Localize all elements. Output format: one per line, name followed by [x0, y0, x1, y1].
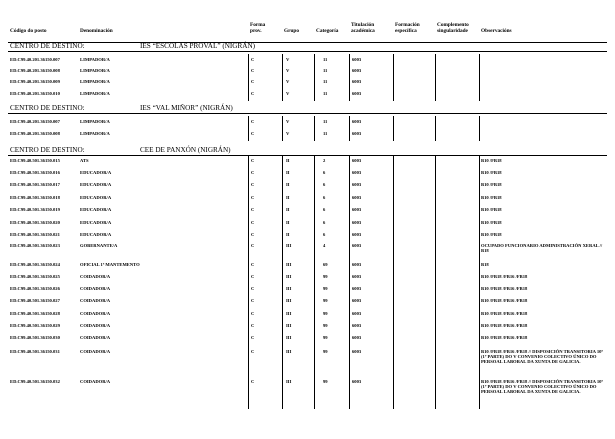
provision-form: C	[251, 182, 255, 187]
group: III	[286, 349, 292, 354]
column-divider	[248, 116, 249, 141]
category: 99	[323, 311, 328, 316]
provision-form: C	[251, 379, 255, 384]
section-header	[0, 104, 615, 114]
observations: OCUPADO FUNCIONARIO ADMINISTRACIÓN XERAL // B18	[481, 243, 603, 253]
column-divider	[393, 54, 394, 101]
academic-qualification: 6003	[352, 68, 362, 73]
academic-qualification: 6003	[352, 335, 362, 340]
category: 6	[323, 220, 326, 225]
provision-form: C	[251, 274, 255, 279]
group: V	[286, 119, 290, 124]
observations: B10 /FB18 /FB16 /FB18	[481, 298, 528, 303]
observations: B10 /FB18 /FB16 /FB18 // DISPOSICIÓN TRANSITORIA 10ª (1º PARTE) DO V CONVENIO COLECTIVO ÚNICO DO PERSOAL LABORAL DA XUNTA DE GALICIA.	[481, 349, 603, 364]
post-code: ED.C99.40.201.36150.010	[10, 91, 60, 96]
group: V	[286, 79, 290, 84]
category: 6	[323, 232, 326, 237]
observations: B10 /FB18 /FB16 /FB18	[481, 274, 528, 279]
observations: B10 /FB18	[481, 232, 502, 237]
post-code: ED.C99.40.501.36150.021	[10, 232, 60, 237]
column-divider	[349, 155, 350, 409]
group: II	[286, 170, 290, 175]
category: 11	[323, 91, 328, 96]
denomination: OFICIAL 1ª MANTEMENTO	[80, 262, 140, 267]
observations: B10 /FB18	[481, 170, 502, 175]
post-code: ED.C99.40.501.36150.020	[10, 220, 60, 225]
post-code: ED.C99.40.501.36150.031	[10, 349, 60, 354]
category: 99	[323, 335, 328, 340]
denomination: EDUCADOR/A	[80, 195, 112, 200]
category: 99	[323, 323, 328, 328]
group: III	[286, 298, 292, 303]
observations: B10 /FB18	[481, 220, 502, 225]
post-code: ED.C99.40.501.36150.030	[10, 335, 60, 340]
section-label: CENTRO DE DESTINO:	[10, 146, 85, 154]
provision-form: C	[251, 298, 255, 303]
column-divider	[479, 54, 480, 101]
denomination: LIMPADOR/A	[80, 131, 110, 136]
column-divider	[393, 155, 394, 409]
provision-form: C	[251, 335, 255, 340]
denomination: LIMPADOR/A	[80, 57, 110, 62]
provision-form: C	[251, 243, 255, 248]
denomination: COIDADOR/A	[80, 311, 111, 316]
academic-qualification: 6003	[352, 243, 362, 248]
provision-form: C	[251, 91, 255, 96]
column-divider	[314, 54, 315, 101]
academic-qualification: 6003	[352, 170, 362, 175]
category: 6	[323, 195, 326, 200]
denomination: COIDADOR/A	[80, 286, 111, 291]
header-categoria: Categoría	[316, 28, 339, 34]
post-code: ED.C99.40.501.36150.027	[10, 298, 60, 303]
denomination: EDUCADOR/A	[80, 220, 112, 225]
provision-form: C	[251, 323, 255, 328]
academic-qualification: 6003	[352, 311, 362, 316]
section-rule	[8, 51, 607, 52]
column-divider	[314, 116, 315, 141]
category: 11	[323, 68, 328, 73]
group: II	[286, 182, 290, 187]
section-rule	[8, 155, 607, 156]
provision-form: C	[251, 207, 255, 212]
column-divider	[349, 116, 350, 141]
group: V	[286, 68, 290, 73]
category: 11	[323, 79, 328, 84]
denomination: EDUCADOR/A	[80, 182, 112, 187]
observations: B10 /FB18	[481, 195, 502, 200]
academic-qualification: 6003	[352, 349, 362, 354]
section-center-name: IES “VAL MIÑOR” (NIGRÁN)	[140, 104, 233, 112]
post-code: ED.C99.40.501.36150.015	[10, 158, 60, 163]
column-divider	[314, 155, 315, 409]
post-code: ED.C99.40.201.36150.009	[10, 79, 60, 84]
denomination: COIDADOR/A	[80, 379, 111, 384]
header-formacion-line2: específica	[395, 28, 417, 34]
academic-qualification: 6003	[352, 232, 362, 237]
header-forma-prov-line2: prov.	[250, 28, 262, 34]
group: II	[286, 220, 290, 225]
column-divider	[435, 116, 436, 141]
denomination: COIDADOR/A	[80, 298, 111, 303]
academic-qualification: 6003	[352, 323, 362, 328]
denomination: LIMPADOR/A	[80, 79, 110, 84]
denomination: LIMPADOR/A	[80, 91, 110, 96]
academic-qualification: 6003	[352, 119, 362, 124]
column-divider	[479, 116, 480, 141]
observations: B10 /FB18 /FB16 /FB18 // DISPOSICIÓN TRANSITORIA 10ª (1º PARTE) DO V CONVENIO COLECTIVO ÚNICO DO PERSOAL LABORAL DA XUNTA DE GALICIA.	[481, 379, 603, 394]
post-code: ED.C99.40.501.36150.026	[10, 286, 60, 291]
denomination: EDUCADOR/A	[80, 207, 112, 212]
denomination: COIDADOR/A	[80, 274, 111, 279]
header-observacions: Observacións	[481, 28, 512, 34]
provision-form: C	[251, 119, 255, 124]
post-code: ED.C99.40.201.36150.007	[10, 119, 60, 124]
post-code: ED.C99.40.201.36150.008	[10, 131, 60, 136]
provision-form: C	[251, 195, 255, 200]
post-code: ED.C99.40.201.36150.007	[10, 57, 60, 62]
observations: B18	[481, 262, 489, 267]
academic-qualification: 6003	[352, 286, 362, 291]
post-code: ED.C99.40.501.36150.029	[10, 323, 60, 328]
provision-form: C	[251, 170, 255, 175]
provision-form: C	[251, 262, 255, 267]
provision-form: C	[251, 286, 255, 291]
header-complemento-line1: Complemento	[437, 22, 469, 28]
group: V	[286, 91, 290, 96]
group: II	[286, 195, 290, 200]
category: 11	[323, 57, 328, 62]
group: III	[286, 286, 292, 291]
observations: B10 /FB18	[481, 182, 502, 187]
group: III	[286, 323, 292, 328]
denomination: EDUCADOR/A	[80, 170, 112, 175]
section-label: CENTRO DE DESTINO:	[10, 104, 85, 112]
post-code: ED.C99.40.501.36150.017	[10, 182, 60, 187]
column-divider	[435, 155, 436, 409]
denomination: GOBERNANTE/A	[80, 243, 118, 248]
category: 6	[323, 170, 326, 175]
academic-qualification: 6003	[352, 298, 362, 303]
denomination: COIDADOR/A	[80, 323, 111, 328]
category: 99	[323, 379, 328, 384]
post-code: ED.C99.40.501.36150.024	[10, 262, 60, 267]
provision-form: C	[251, 220, 255, 225]
category: 99	[323, 286, 328, 291]
denomination: LIMPADOR/A	[80, 119, 110, 124]
academic-qualification: 6003	[352, 274, 362, 279]
academic-qualification: 6003	[352, 182, 362, 187]
category: 4	[323, 243, 326, 248]
column-divider	[349, 54, 350, 101]
column-divider	[435, 54, 436, 101]
observations: B10 /FB18 /FB16 /FB18	[481, 286, 528, 291]
academic-qualification: 6003	[352, 57, 362, 62]
header-denominacion: Denominación	[80, 28, 113, 34]
provision-form: C	[251, 131, 255, 136]
provision-form: C	[251, 57, 255, 62]
post-code: ED.C99.40.201.36150.008	[10, 68, 60, 73]
post-code: ED.C99.40.501.36150.025	[10, 274, 60, 279]
header-complemento-line2: singularidade	[437, 28, 468, 34]
provision-form: C	[251, 68, 255, 73]
section-center-name: CEE DE PANXÓN (NIGRÁN)	[140, 146, 231, 154]
header-codigo: Código do posto	[10, 28, 47, 34]
section-center-name: IES “ESCOLAS PROVAL” (NIGRÁN)	[140, 42, 256, 50]
category: 99	[323, 274, 328, 279]
group: II	[286, 207, 290, 212]
denomination: EDUCADOR/A	[80, 232, 112, 237]
group: V	[286, 57, 290, 62]
observations: B10 /FB18 /FB16 /FB18	[481, 323, 528, 328]
academic-qualification: 6003	[352, 91, 362, 96]
header-forma-prov-line1: Forma	[250, 22, 266, 28]
header-formacion-line1: Formación	[395, 22, 420, 28]
post-code: ED.C99.40.501.36150.023	[10, 243, 60, 248]
column-divider	[248, 155, 249, 409]
category: 6	[323, 182, 326, 187]
column-divider	[248, 54, 249, 101]
denomination: ATS	[80, 158, 89, 163]
header-titulacion-line1: Titulación	[351, 22, 375, 28]
group: III	[286, 311, 292, 316]
column-divider	[479, 155, 480, 409]
provision-form: C	[251, 232, 255, 237]
group: III	[286, 335, 292, 340]
column-divider	[282, 155, 283, 409]
category: 11	[323, 119, 328, 124]
table-header	[0, 0, 615, 44]
academic-qualification: 6003	[352, 207, 362, 212]
column-divider	[282, 54, 283, 101]
group: V	[286, 131, 290, 136]
section-header	[0, 146, 615, 156]
observations: B10 /FB18	[481, 158, 502, 163]
provision-form: C	[251, 311, 255, 316]
post-code: ED.C99.40.501.36150.016	[10, 170, 60, 175]
provision-form: C	[251, 79, 255, 84]
header-titulacion-line2: académica	[351, 28, 375, 34]
header-grupo: Grupo	[284, 28, 300, 34]
observations: B10 /FB18 /FB16 /FB18	[481, 311, 528, 316]
category: 6	[323, 207, 326, 212]
post-code: ED.C99.40.501.36150.028	[10, 311, 60, 316]
group: III	[286, 274, 292, 279]
academic-qualification: 6003	[352, 379, 362, 384]
academic-qualification: 6003	[352, 195, 362, 200]
section-label: CENTRO DE DESTINO:	[10, 42, 85, 50]
academic-qualification: 6003	[352, 131, 362, 136]
academic-qualification: 6003	[352, 220, 362, 225]
denomination: LIMPADOR/A	[80, 68, 110, 73]
observations: B10 /FB18	[481, 207, 502, 212]
denomination: COIDADOR/A	[80, 335, 111, 340]
category: 99	[323, 349, 328, 354]
group: III	[286, 379, 292, 384]
observations: B10 /FB18 /FB16 /FB18	[481, 335, 528, 340]
category: 11	[323, 131, 328, 136]
group: III	[286, 243, 292, 248]
group: II	[286, 232, 290, 237]
section-header	[0, 42, 615, 52]
academic-qualification: 6003	[352, 79, 362, 84]
post-code: ED.C99.40.501.36150.018	[10, 195, 60, 200]
post-code: ED.C99.40.501.36150.032	[10, 379, 60, 384]
provision-form: C	[251, 349, 255, 354]
post-code: ED.C99.40.501.36150.019	[10, 207, 60, 212]
group: II	[286, 158, 290, 163]
section-rule	[8, 113, 607, 114]
group: III	[286, 262, 292, 267]
column-divider	[282, 116, 283, 141]
category: 2	[323, 158, 326, 163]
provision-form: C	[251, 158, 255, 163]
academic-qualification: 6003	[352, 262, 362, 267]
column-divider	[393, 116, 394, 141]
academic-qualification: 6003	[352, 158, 362, 163]
denomination: COIDADOR/A	[80, 349, 111, 354]
category: 69	[323, 262, 328, 267]
category: 99	[323, 298, 328, 303]
